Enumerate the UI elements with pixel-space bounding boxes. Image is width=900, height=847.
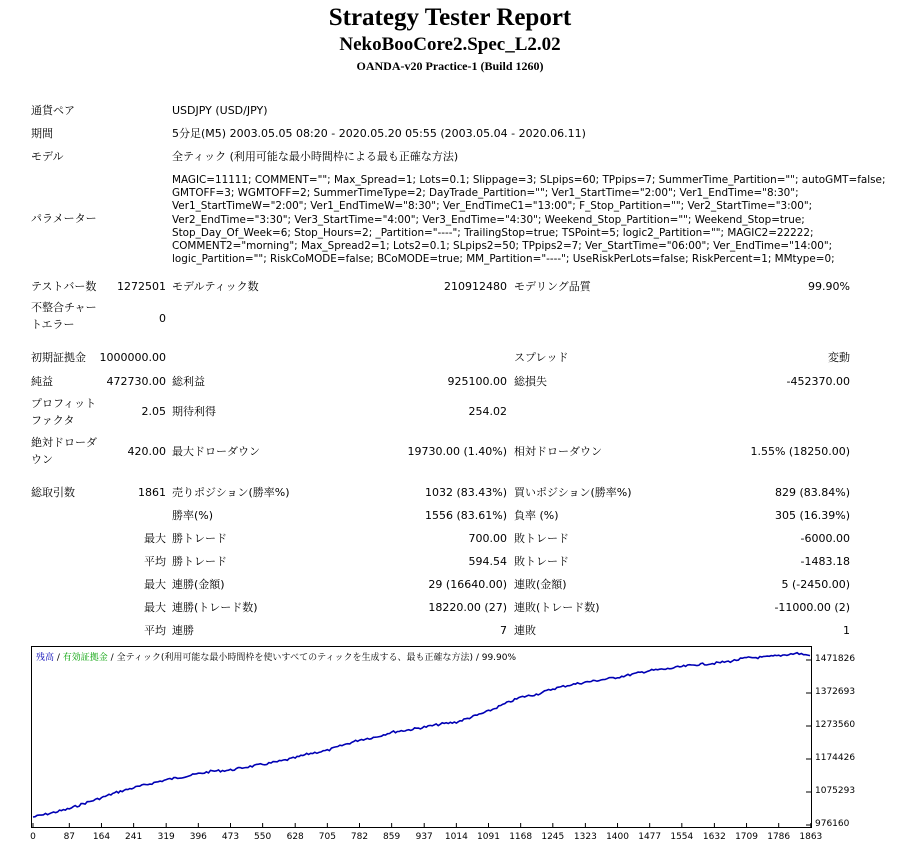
y-tick-label: 1372693 (815, 686, 856, 697)
x-tick-label: 164 (92, 832, 111, 842)
long-positions-label: 買いポジション(勝率%) (514, 486, 632, 499)
net-profit-label: 純益 (31, 375, 53, 388)
net-profit-value: 472730.00 (106, 375, 166, 388)
y-tick-label: 1075293 (815, 786, 856, 796)
avg-loss-label: 敗トレード (514, 555, 569, 568)
expert-name: NekoBooCore2.Spec_L2.02 (339, 34, 561, 55)
period-label: 期間 (31, 127, 53, 140)
avg-win-label: 勝トレード (172, 555, 227, 568)
params-line: Stop_Day_Of_Week=6; Stop_Hours=2; _Partition="----"; TrailingStop=true; TSPoint=5; logic2_Partition=""; MAGIC2=22222; (172, 226, 814, 239)
report-title: Strategy Tester Report (328, 4, 572, 31)
x-tick-label: 0 (30, 832, 36, 842)
legend-separator: / (472, 653, 482, 663)
model-value: 全ティック (利用可能な最小時間枠による最も正確な方法) (172, 150, 459, 163)
total-trades-label: 総取引数 (31, 486, 75, 499)
quality-value: 99.90% (808, 280, 850, 293)
profit-factor-value: 2.05 (141, 405, 166, 418)
y-tick-label: 1471826 (815, 653, 856, 664)
profit-factor-label: プロフィット (31, 397, 97, 410)
short-positions-label: 売りポジション(勝率%) (172, 486, 290, 499)
server-name: OANDA-v20 Practice-1 (Build 1260) (356, 59, 544, 73)
x-tick-label: 396 (189, 832, 207, 842)
params-line: Ver2_EndTime="3:30"; Ver3_StartTime="4:00"; Ver3_EndTime="4:30"; Weekend_Stop_Partition=""; Weekend_Stop=true; (172, 213, 805, 226)
chart-legend (36, 650, 516, 663)
max-label: 最大 (144, 601, 166, 614)
balance-chart-svg (32, 647, 811, 827)
abs-drawdown-label-2: ウン (31, 453, 53, 466)
legend-balance: 残高 (36, 653, 55, 663)
gross-profit-value: 925100.00 (447, 375, 507, 388)
balance-line (33, 653, 810, 817)
expected-payoff-label: 期待利得 (172, 405, 216, 418)
x-tick-label: 1091 (477, 832, 500, 842)
x-tick-label: 1554 (670, 832, 694, 842)
cons-wins-money-label: 連勝(金額) (172, 578, 225, 591)
mismatch-label: 不整合チャー (31, 301, 97, 314)
avg-cons-losses-label: 連敗 (514, 624, 536, 637)
win-rate-value: 1556 (83.61%) (424, 509, 507, 522)
max-loss-value: -6000.00 (800, 532, 850, 545)
x-tick-label: 782 (350, 832, 369, 842)
x-tick-label: 319 (157, 832, 175, 842)
cons-losses-money-value: 5 (-2450.00) (781, 578, 850, 591)
deposit-label: 初期証拠金 (31, 351, 86, 364)
x-tick-label: 550 (254, 832, 272, 842)
x-tick-label: 241 (125, 832, 143, 842)
ticks-value: 210912480 (444, 280, 507, 293)
quality-label: モデリング品質 (514, 280, 591, 293)
gross-profit-label: 総利益 (172, 375, 205, 388)
max-label: 最大 (144, 578, 166, 591)
x-tick-label: 859 (383, 832, 401, 842)
x-tick-label: 1168 (509, 832, 533, 842)
legend-separator: / (107, 653, 117, 663)
total-trades-value: 1861 (138, 486, 166, 499)
avg-label: 平均 (144, 555, 166, 568)
avg-cons-losses-value: 1 (843, 624, 850, 637)
params-line: GMTOFF=3; WGMTOFF=2; SummerTimeType=2; DayTrade_Partition=""; Ver1_StartTime="2:00"; Ver1_EndTime="8:30"; (172, 187, 799, 200)
profit-factor-label-2: ファクタ (31, 414, 75, 427)
x-tick-label: 705 (318, 832, 336, 842)
x-tick-label: 1786 (767, 832, 791, 842)
x-tick-label: 1709 (735, 832, 758, 842)
gross-loss-label: 総損失 (514, 375, 547, 388)
y-tick-label: 1174426 (815, 753, 856, 763)
legend-quality: 99.90% (481, 653, 517, 663)
cons-losses-trades-value: -11000.00 (2) (774, 601, 850, 614)
abs-drawdown-label: 絶対ドローダ (31, 436, 97, 449)
avg-cons-wins-label: 連勝 (172, 624, 194, 637)
x-tick-label: 1014 (444, 832, 468, 842)
params-label: パラメーター (31, 212, 97, 225)
spread-value: 変動 (828, 351, 850, 364)
x-tick-label: 1400 (606, 832, 629, 842)
symbol-label: 通貨ペア (31, 104, 75, 117)
y-tick-label: 1273560 (815, 719, 856, 730)
rel-drawdown-value: 1.55% (18250.00) (750, 445, 850, 458)
short-positions-value: 1032 (83.43%) (424, 486, 507, 499)
max-win-label: 勝トレード (172, 532, 227, 545)
abs-drawdown-value: 420.00 (127, 445, 166, 458)
symbol-value: USDJPY (USD/JPY) (172, 104, 268, 117)
gross-loss-value: -452370.00 (786, 375, 850, 388)
bars-label: テストバー数 (31, 280, 97, 293)
x-tick-label: 87 (63, 832, 76, 842)
balance-chart (31, 646, 812, 828)
max-win-value: 700.00 (468, 532, 507, 545)
long-positions-value: 829 (83.84%) (774, 486, 850, 499)
params-line: Ver1_StartTimeW="2:00"; Ver1_EndTimeW="8:30"; Ver_EndTimeC1="13:00"; F_Stop_Partition=""; Ver2_StartTime="3:00"; (172, 200, 813, 213)
x-tick-label: 1632 (702, 832, 726, 842)
cons-losses-money-label: 連敗(金額) (514, 578, 567, 591)
max-label: 最大 (144, 532, 166, 545)
win-rate-label: 勝率(%) (172, 509, 214, 522)
expected-payoff-value: 254.02 (468, 405, 507, 418)
x-tick-label: 937 (415, 832, 433, 842)
period-value: 5分足(M5) 2003.05.05 08:20 - 2020.05.20 05:55 (2003.05.04 - 2020.06.11) (172, 127, 586, 140)
x-tick-label: 628 (286, 832, 304, 842)
cons-losses-trades-label: 連敗(トレード数) (514, 601, 600, 614)
mismatch-label-2: トエラー (31, 318, 75, 331)
loss-rate-label: 負率 (%) (514, 509, 559, 522)
deposit-value: 1000000.00 (99, 351, 166, 364)
cons-wins-money-value: 29 (16640.00) (428, 578, 507, 591)
max-drawdown-label: 最大ドローダウン (172, 445, 260, 458)
params-value (172, 174, 885, 266)
legend-margin: 有効証拠金 (62, 653, 108, 663)
rel-drawdown-label: 相対ドローダウン (514, 445, 602, 458)
params-line: COMMENT2="morning"; Max_Spread2=1; Lots2=0.1; SLpips2=50; TPpips2=7; Ver_StartTime="06:00"; Ver_EndTime="14:00"; (172, 239, 833, 252)
legend-separator: / (54, 653, 63, 663)
max-loss-label: 敗トレード (514, 532, 569, 545)
cons-wins-trades-label: 連勝(トレード数) (172, 601, 258, 614)
x-tick-label: 1323 (573, 832, 597, 842)
bars-value: 1272501 (117, 280, 166, 293)
avg-win-value: 594.54 (468, 555, 507, 568)
cons-wins-trades-value: 18220.00 (27) (428, 601, 507, 614)
params-line: MAGIC=11111; COMMENT=""; Max_Spread=1; Lots=0.1; Slippage=3; SLpips=60; TPpips=7; SummerTime_Partition=""; autoGMT=false; (172, 174, 886, 186)
loss-rate-value: 305 (16.39%) (774, 509, 850, 522)
spread-label: スプレッド (514, 351, 569, 364)
legend-model: 全ティック(利用可能な最小時間枠を使いすべてのティックを生成する、最も正確な方法) (116, 653, 473, 663)
avg-cons-wins-value: 7 (500, 624, 507, 637)
mismatch-value: 0 (159, 312, 166, 325)
y-tick-label: 976160 (815, 819, 850, 829)
avg-label: 平均 (144, 624, 166, 637)
model-label: モデル (31, 150, 64, 163)
ticks-label: モデルティック数 (172, 280, 259, 293)
x-tick-label: 1863 (799, 832, 823, 842)
x-tick-label: 1477 (638, 832, 662, 842)
params-line: logic_Partition=""; RiskCoMODE=false; BCoMODE=true; MM_Partition="----"; UseRiskPerLots=false; RiskPercent=1; MMtype=0; (172, 253, 835, 266)
x-tick-label: 473 (221, 832, 240, 842)
max-drawdown-value: 19730.00 (1.40%) (407, 445, 507, 458)
x-tick-label: 1245 (541, 832, 565, 842)
avg-loss-value: -1483.18 (800, 555, 850, 568)
